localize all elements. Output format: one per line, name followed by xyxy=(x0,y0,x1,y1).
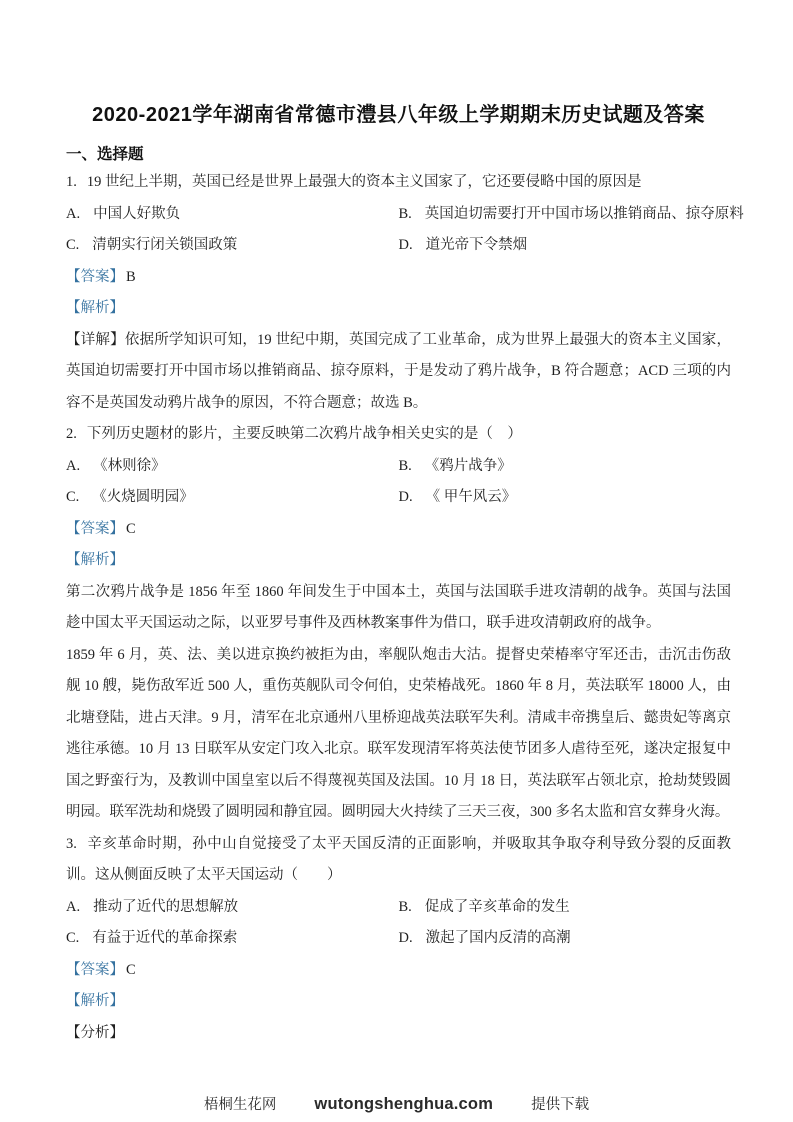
option-text: 中国人好欺负 xyxy=(93,205,181,222)
option-text: 《火烧圆明园》 xyxy=(92,489,194,505)
option-key: A. xyxy=(66,457,81,474)
comment-label-line xyxy=(66,1018,731,1050)
answer-line xyxy=(66,262,731,294)
footer-site-domain: wutongshenghua.com xyxy=(314,1095,494,1113)
option-key: A. xyxy=(66,205,81,222)
option-key: B. xyxy=(398,898,412,915)
analysis-label-line xyxy=(66,293,731,325)
question-text: 19 世纪上半期，英国已经是世界上最强大的资本主义国家了，它还要侵略中国的原因是 xyxy=(86,174,642,190)
question-number: 1. xyxy=(66,174,77,190)
question-stem xyxy=(66,167,731,199)
option-key: A. xyxy=(66,898,81,915)
option-d xyxy=(399,230,732,262)
options-row xyxy=(66,451,731,483)
footer-site-name: 梧桐生花网 xyxy=(203,1097,277,1113)
answer-line xyxy=(66,955,731,987)
option-c xyxy=(66,482,399,514)
options-row xyxy=(66,892,731,924)
option-text: 英国迫切需要打开中国市场以推销商品、掠夺原料 xyxy=(424,205,744,222)
analysis-label: 【解析】 xyxy=(66,552,124,568)
option-key: C. xyxy=(66,237,80,253)
detail-label: 【详解】 xyxy=(66,331,125,348)
options-row xyxy=(66,923,731,955)
question-stem xyxy=(66,829,731,892)
option-text: 《鸦片战争》 xyxy=(424,457,512,474)
analysis-label: 【解析】 xyxy=(66,300,124,316)
question-stem xyxy=(66,419,731,451)
option-a xyxy=(66,892,399,924)
option-c xyxy=(66,923,399,955)
detail-paragraph xyxy=(66,325,731,420)
question-number: 3. xyxy=(66,835,77,852)
analysis-label-line xyxy=(66,986,731,1018)
option-d xyxy=(399,482,732,514)
option-key: B. xyxy=(398,457,412,474)
option-a xyxy=(66,451,399,483)
option-key: D. xyxy=(398,489,413,505)
answer-value: C xyxy=(126,961,136,978)
answer-value: C xyxy=(126,520,136,537)
section-heading: 一、选择题 xyxy=(66,146,144,163)
option-c xyxy=(66,230,399,262)
page-footer xyxy=(0,1093,793,1114)
option-b xyxy=(399,892,732,924)
analysis-paragraph: 1859 年 6 月，英、法、美以进京换约被拒为由，率舰队炮击大沽。提督史荣椿率守军还击，击沉击伤敌舰 10 艘，毙伤敌军近 500 人，重伤英舰队司令何伯，史荣椿战死。1860 年 8 月，英法联军 18000 人，由北塘登陆，进占天津。9 月，清军在北京通州八里桥迎战英法联军失利。清咸丰帝携皇后、懿贵妃等离京逃往承德。10 月 13 日联军从安定门攻入北京。联军发现清军将英法使节团多人虐待至死，遂决定报复中国之野蛮行为，及教训中国皇室以后不得蔑视英国及法国。10 月 18 日，英法联军占领北京，抢劫焚毁圆明园。联军洗劫和烧毁了圆明园和静宜园。圆明园大火持续了三天三夜，300 多名太监和宫女葬身火海。 xyxy=(66,646,731,820)
question-text: 辛亥革命时期，孙中山自觉接受了太平天国反清的正面影响，并吸取其争取夺利导致分裂的反面教训。这从侧面反映了太平天国运动（ ） xyxy=(66,835,731,883)
options-row xyxy=(66,230,731,262)
question-text: 下列历史题材的影片，主要反映第二次鸦片战争相关史实的是（ ） xyxy=(86,426,522,442)
option-a xyxy=(66,199,399,231)
analysis-paragraph: 第二次鸦片战争是 1856 年至 1860 年间发生于中国本土，英国与法国联手进攻清朝的战争。英国与法国趁中国太平天国运动之际，以亚罗号事件及西林教案事件为借口，联手进攻清朝政府的战争。 xyxy=(66,583,731,631)
comment-label: 【分析】 xyxy=(66,1024,124,1041)
option-text: 推动了近代的思想解放 xyxy=(93,898,239,915)
option-text: 《林则徐》 xyxy=(93,457,166,474)
analysis-label: 【解析】 xyxy=(66,993,124,1009)
options-row xyxy=(66,199,744,231)
option-b xyxy=(399,451,732,483)
option-key: C. xyxy=(66,930,80,946)
option-text: 清朝实行闭关锁国政策 xyxy=(92,237,238,253)
option-b xyxy=(398,199,744,231)
answer-label: 【答案】 xyxy=(66,520,124,537)
option-text: 《 甲午风云》 xyxy=(425,489,517,505)
question-number: 2. xyxy=(66,426,77,442)
answer-value: B xyxy=(126,268,136,285)
answer-label: 【答案】 xyxy=(66,268,124,285)
option-text: 激起了国内反清的高潮 xyxy=(425,930,571,946)
footer-download-note: 提供下载 xyxy=(531,1097,590,1113)
option-key: B. xyxy=(398,205,412,222)
option-key: D. xyxy=(398,930,413,946)
detail-text: 依据所学知识可知，19 世纪中期，英国完成了工业革命，成为世界上最强大的资本主义国家，英国迫切需要打开中国市场以推销商品、掠夺原料，于是发动了鸦片战争，B 符合题意；ACD 三项的内容不是英国发动鸦片战争的原因，不符合题意；故选 B。 xyxy=(66,331,732,411)
option-key: D. xyxy=(398,237,413,253)
option-text: 道光帝下令禁烟 xyxy=(425,237,528,253)
option-key: C. xyxy=(66,489,80,505)
option-d xyxy=(399,923,732,955)
analysis-label-line xyxy=(66,545,731,577)
options-row xyxy=(66,482,731,514)
option-text: 促成了辛亥革命的发生 xyxy=(424,898,570,915)
answer-label: 【答案】 xyxy=(66,961,124,978)
option-text: 有益于近代的革命探索 xyxy=(92,930,238,946)
answer-line xyxy=(66,514,731,546)
page-content xyxy=(66,0,744,1049)
page-title: 2020-2021学年湖南省常德市澧县八年级上学期期末历史试题及答案 xyxy=(92,104,705,126)
